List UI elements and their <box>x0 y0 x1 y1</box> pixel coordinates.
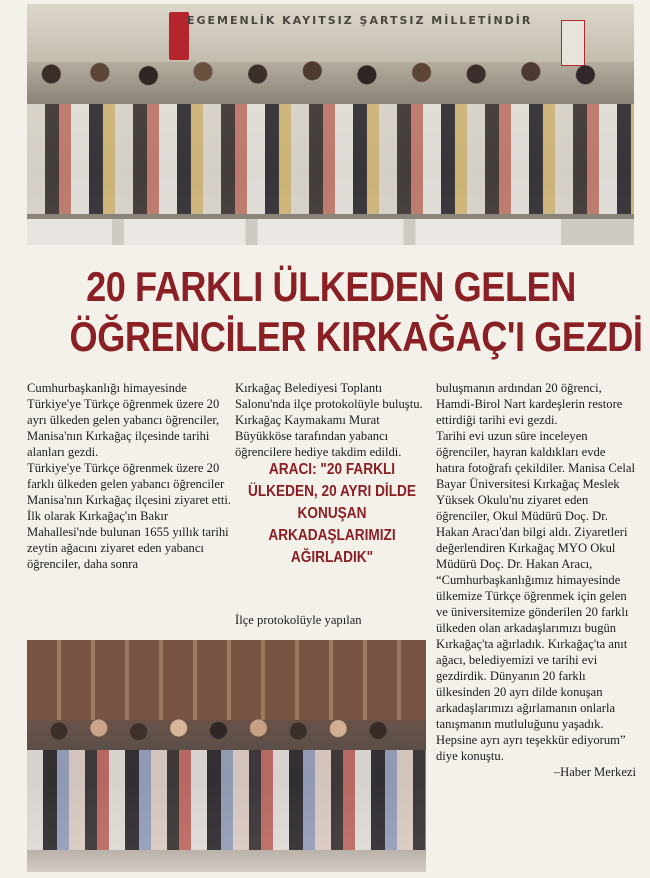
headline-line-1: 20 FARKLI ÜLKEDEN GELEN <box>86 263 576 310</box>
article-column-3 <box>436 380 636 780</box>
article-column-1 <box>27 380 232 572</box>
column3-paragraph-1: buluşmanın ardından 20 öğrenci, Hamdi-Birol Nart kardeşlerin restore ettirdiği tarihi evi gezdi. <box>436 381 623 427</box>
column2-paragraph-2: İlçe protokolüyle yapılan <box>235 613 362 627</box>
headline-line-2: ÖĞRENCİLER KIRKAĞAÇ'I GEZDİ <box>69 313 643 360</box>
photo-tables <box>27 219 634 245</box>
column2-paragraph-1: Kırkağaç Belediyesi Toplantı Salonu'nda ilçe protokolüyle buluştu. Kırkağaç Kaymakamı Murat Büyükköse tarafından yabancı öğrencilere hediye takdim edildi. <box>235 381 423 459</box>
column1-paragraph-1: Cumhurbaşkanlığı himayesinde Türkiye'ye Türkçe öğrenmek üzere 20 ayrı ülkeden gelen yabancı öğrenciler, Manisa'nın Kırkağaç ilçesinde tarihi alanları gezdi. <box>27 381 220 459</box>
pull-quote: ARACI: "20 FARKLI ÜLKEDEN, 20 AYRI DİLDE KONUŞAN ARKADAŞLARIMIZI AĞIRLADIK" <box>247 461 416 566</box>
wall-inscription: EGEMENLİK KAYITSIZ ŞARTSIZ MİLLETİNDİR <box>187 14 533 27</box>
photo-floor <box>27 850 426 872</box>
photo-people <box>27 104 634 214</box>
column1-paragraph-2: Türkiye'ye Türkçe öğrenmek üzere 20 farklı ülkeden gelen yabancı öğrenciler Manisa'nın Kırkağaç ilçesini ziyaret etti. İlk olarak Kırkağaç'ın Bakır Mahallesi'nde bulunan 1655 yıllık tarihi zeytin ağacını ziyaret eden yabancı öğrenciler, daha sonra <box>27 461 232 571</box>
photo-front-row <box>27 750 426 850</box>
bottom-group-photo <box>27 640 426 872</box>
article-column-2-continued <box>235 612 430 628</box>
byline: –Haber Merkezi <box>553 765 636 779</box>
article-column-2 <box>235 380 430 460</box>
article-headline <box>69 262 643 362</box>
top-group-photo <box>27 4 634 245</box>
photo-building <box>27 640 426 720</box>
column3-paragraph-2: Tarihi evi uzun süre inceleyen öğrenciler, hayran kaldıkları evde hatıra fotoğrafı çekildiler. Manisa Celal Bayar Üniversitesi Kırkağaç Meslek Yüksek Okulu'nu ziyaret eden öğrenciler, Okul Müdürü Doç. Dr. Hakan Aracı'dan bilgi aldı. Ziyaretleri değerlendiren Kırkağaç MYO Okul Müdürü Doç. Dr. Hakan Aracı, “Cumhurbaşkanlığımız himayesinde ülkemize Türkçe öğrenmek için gelen ve üniversitemize gönderilen 20 farklı ülkeden olan arkadaşlarımızı bugün Kırkağaç'ta ağırladık. Kırkağaç'ta anıt ağacı, belediyemizi ve tarihi evi gezdirdik. Dünyanın 20 farklı ülkesinden 20 ayrı dilde konuşan arkadaşlarımızı ağırlamanın onlarla tanışmanın mutluluğunu yaşadık. Hepsine ayrı ayrı teşekkür ediyorum” diye konuştu. <box>436 429 635 763</box>
